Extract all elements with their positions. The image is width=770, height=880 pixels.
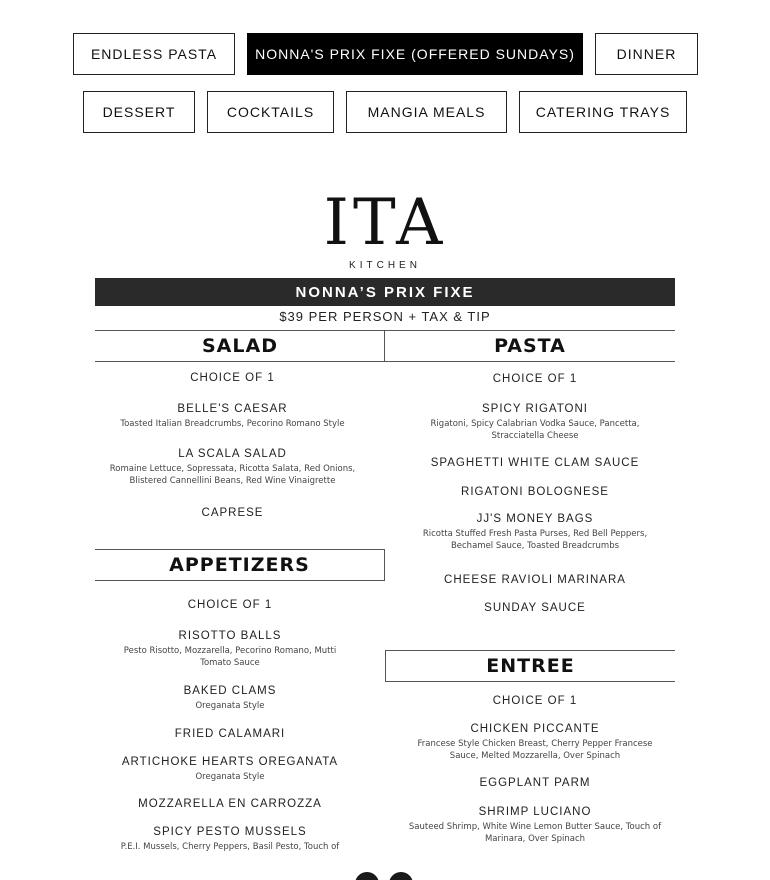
pasta-section [395,370,675,630]
carousel-indicator [355,872,415,880]
ita-kitchen-logo [95,185,675,275]
menu-item-name: SUNDAY SAUCE [484,602,586,614]
appetizers-choice: CHOICE OF 1 [187,599,273,611]
menu-item-desc: Ricotta Stuffed Fresh Pasta Purses, Red Bell Peppers, Bechamel Sauce, Toasted Breadcrumbs [422,529,648,551]
menu-item-desc: Toasted Italian Breadcrumbs, Pecorino Romano Style [120,419,345,429]
menu-item-name: CAPRESE [201,507,264,519]
appetizers-section [95,595,365,855]
menu-title-banner: NONNA’S PRIX FIXE [95,278,675,306]
menu-item-name: JJ'S MONEY BAGS [476,513,594,525]
menu-item-desc: Pesto Risotto, Mozzarella, Pecorino Romano, Mutti Tomato Sauce [123,646,337,668]
tab-label: ENDLESS PASTA [90,46,218,62]
menu-item-name: ARTICHOKE HEARTS OREGANATA [121,756,339,768]
tab-cocktails[interactable] [207,91,334,133]
carousel-dot[interactable] [389,872,413,880]
menu-item-name: SPAGHETTI WHITE CLAM SAUCE [430,457,640,469]
menu-item-name: RISOTTO BALLS [178,630,282,642]
entree-section [395,693,675,853]
tab-dinner[interactable] [595,33,698,75]
tab-nonnas-prix-fixe[interactable] [247,33,583,75]
menu-image [95,185,675,855]
logo-mark: ITA [323,186,447,260]
menu-item-desc: Romaine Lettuce, Sopressata, Ricotta Salata, Red Onions, Blistered Cannellini Beans, Red Wine Vinaigrette [109,464,356,486]
menu-item-desc: Oreganata Style [195,772,265,782]
salad-section [95,370,370,530]
menu-item-name: FRIED CALAMARI [174,728,286,740]
tab-mangia-meals[interactable] [346,91,507,133]
tab-label: COCKTAILS [226,104,315,120]
menu-item-name: BAKED CLAMS [183,685,277,697]
entree-choice: CHOICE OF 1 [492,695,578,707]
salad-heading: SALAD [95,330,385,362]
menu-item-desc: Francese Style Chicken Breast, Cherry Pepper Francese Sauce, Melted Mozzarella, Over Spinach [417,739,653,761]
tab-label: DINNER [616,46,677,62]
logo-subtitle: KITCHEN [349,260,421,271]
pasta-choice: CHOICE OF 1 [492,373,578,385]
menu-item-name: CHEESE RAVIOLI MARINARA [444,574,626,586]
menu-item-name: CHICKEN PICCANTE [470,723,600,735]
menu-item-name: LA SCALA SALAD [178,448,287,460]
menu-item-name: SPICY PESTO MUSSELS [153,826,307,838]
menu-price: $39 PER PERSON + TAX & TIP [279,309,491,324]
tab-label: MANGIA MEALS [367,104,486,120]
appetizers-heading: APPETIZERS [95,549,385,581]
carousel-dot[interactable] [355,872,379,880]
menu-item-desc: Sauteed Shrimp, White Wine Lemon Butter Sauce, Touch of Marinara, Over Spinach [408,822,662,844]
menu-item-name: BELLE'S CAESAR [177,403,288,415]
menu-item-name: SHRIMP LUCIANO [478,806,592,818]
tab-endless-pasta[interactable] [73,33,235,75]
tab-label: NONNA'S PRIX FIXE (OFFERED SUNDAYS) [255,46,575,62]
menu-item-name: MOZZARELLA EN CARROZZA [138,798,322,810]
pasta-heading: PASTA [385,330,675,362]
entree-heading: ENTREE [385,650,675,682]
menu-item-desc: Rigatoni, Spicy Calabrian Vodka Sauce, Pancetta, Stracciatella Cheese [430,419,640,441]
tab-catering-trays[interactable] [519,91,687,133]
menu-item-name: EGGPLANT PARM [479,777,591,789]
menu-item-name: RIGATONI BOLOGNESE [461,486,609,498]
menu-item-name: SPICY RIGATONI [481,403,589,415]
menu-item-desc: P.E.I. Mussels, Cherry Peppers, Basil Pesto, Touch of [120,842,340,852]
tab-label: CATERING TRAYS [535,104,671,120]
tab-label: DESSERT [102,104,176,120]
menu-item-desc: Oreganata Style [195,701,265,711]
tab-dessert[interactable] [83,91,195,133]
salad-choice: CHOICE OF 1 [190,372,275,384]
